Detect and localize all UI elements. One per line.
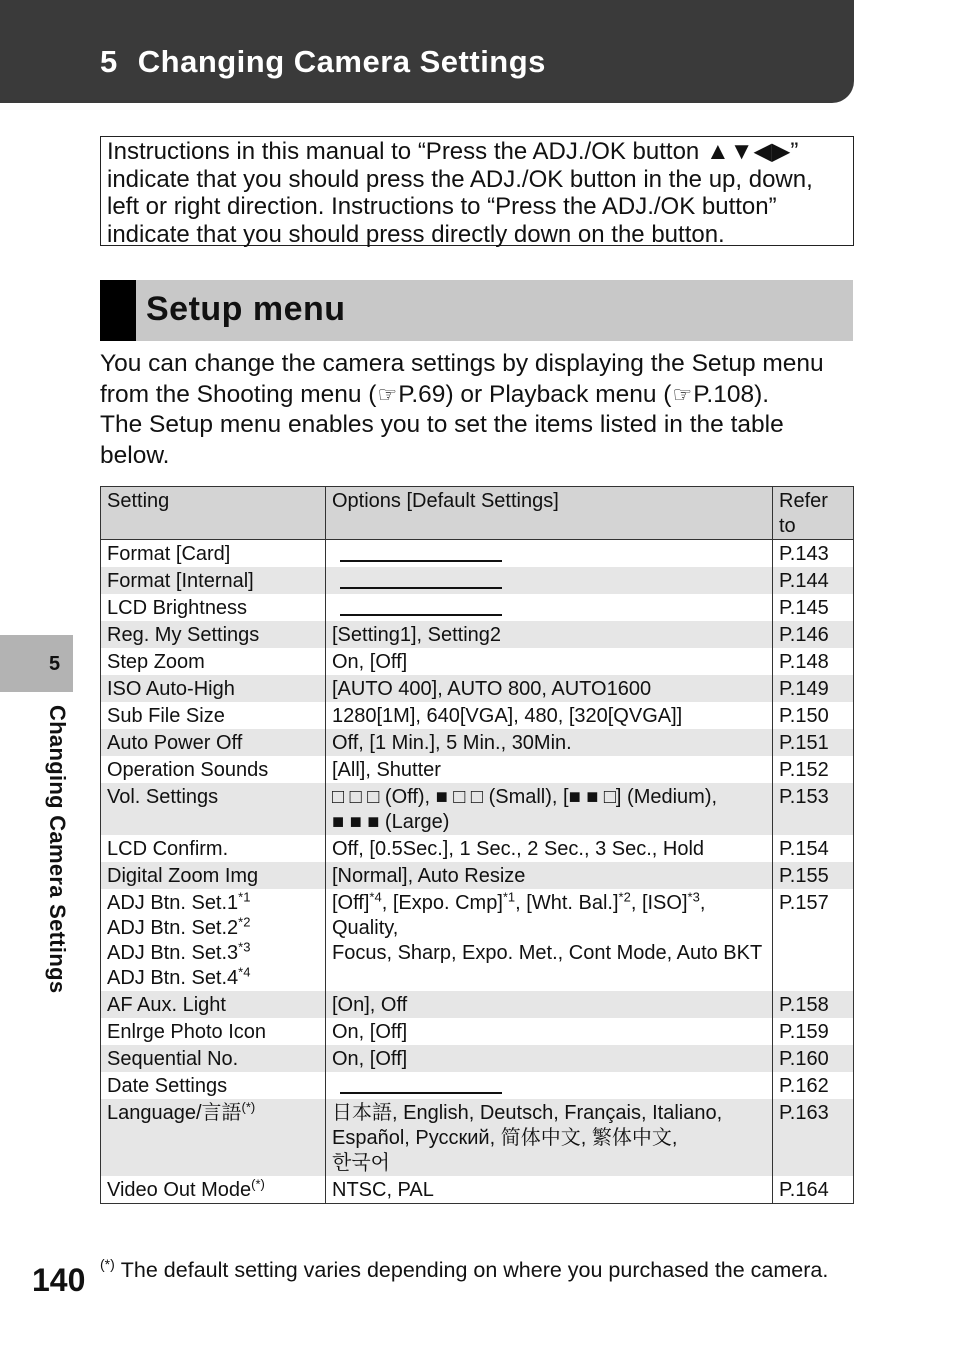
table-header-row [101, 487, 854, 540]
page-ref-cell: P.146 [773, 621, 854, 648]
options-cell: Off, [1 Min.], 5 Min., 30Min. [326, 729, 773, 756]
setting-cell: Vol. Settings [101, 783, 326, 835]
options-cell [326, 889, 773, 991]
page-ref-cell: P.162 [773, 1072, 854, 1099]
setting-cell: ISO Auto-High [101, 675, 326, 702]
footnote-marker: *1 [238, 889, 251, 905]
options-cell: On, [Off] [326, 648, 773, 675]
options-cell [326, 783, 773, 835]
chapter-title-text: Changing Camera Settings [137, 44, 546, 79]
options-cell: [All], Shutter [326, 756, 773, 783]
setting-cell: Format [Card] [101, 540, 326, 568]
table-row [101, 991, 854, 1018]
page-ref-cell: P.149 [773, 675, 854, 702]
shooting-menu-ref[interactable]: P.69 [398, 380, 446, 408]
table-row [101, 862, 854, 889]
option-text: , Quality, [332, 892, 706, 939]
footnote [100, 1255, 829, 1283]
setting-cell: Auto Power Off [101, 729, 326, 756]
table-row [101, 889, 854, 991]
setting-cell: Date Settings [101, 1072, 326, 1099]
setting-cell: Sub File Size [101, 702, 326, 729]
page-ref-cell: P.160 [773, 1045, 854, 1072]
table-row [101, 567, 854, 594]
table-row [101, 648, 854, 675]
page-ref-cell: P.143 [773, 540, 854, 568]
intro-text: ). [754, 380, 770, 408]
setting-cell: LCD Confirm. [101, 835, 326, 862]
page-reference-icon: ☞ [377, 381, 398, 407]
no-options-line [340, 614, 502, 616]
setting-text: ADJ Btn. Set.1 [107, 892, 239, 914]
option-text: , [Wht. Bal.] [515, 892, 619, 914]
footnote-marker: *3 [238, 939, 251, 955]
table-row [101, 594, 854, 621]
intro-line [100, 380, 860, 411]
setting-cell: LCD Brightness [101, 594, 326, 621]
setting-cell [101, 889, 326, 991]
intro-line: below. [100, 441, 170, 469]
page-ref-cell: P.157 [773, 889, 854, 991]
setting-line [107, 966, 319, 991]
intro-paragraph [100, 349, 860, 471]
setting-line [107, 891, 319, 916]
page-ref-cell: P.145 [773, 594, 854, 621]
option-text: [Off] [332, 892, 370, 914]
no-options-line [340, 1092, 502, 1094]
section-header [100, 280, 853, 341]
page-ref-cell: P.151 [773, 729, 854, 756]
options-line: □ □ □ (Off), ■ □ □ (Small), [■ ■ □] (Medium), [332, 786, 718, 808]
page-ref-cell: P.148 [773, 648, 854, 675]
options-cell: NTSC, PAL [326, 1176, 773, 1204]
page-reference-icon: ☞ [672, 381, 693, 407]
page-ref-cell: P.164 [773, 1176, 854, 1204]
setting-text: ADJ Btn. Set.2 [107, 917, 239, 939]
footnote-marker: (*) [241, 1099, 256, 1115]
footnote-marker: *4 [369, 889, 382, 905]
table-row [101, 835, 854, 862]
table-row [101, 729, 854, 756]
footnote-marker: *2 [238, 914, 251, 930]
no-options-line [340, 560, 502, 562]
setting-cell: Reg. My Settings [101, 621, 326, 648]
option-text: , [ISO] [630, 892, 688, 914]
options-cell: [AUTO 400], AUTO 800, AUTO1600 [326, 675, 773, 702]
footnote-mark: (*) [100, 1255, 115, 1272]
section-marker [100, 280, 136, 341]
setting-cell: Digital Zoom Img [101, 862, 326, 889]
options-line: Español, Русский, 简体中文, 繁体中文, [332, 1127, 678, 1149]
page-ref-cell: P.144 [773, 567, 854, 594]
page-number: 140 [32, 1262, 86, 1298]
options-line: ■ ■ ■ (Large) [332, 811, 450, 833]
side-chapter-title: Changing Camera Settings [45, 705, 70, 994]
setting-cell [101, 1099, 326, 1176]
footnote-marker: *2 [618, 889, 631, 905]
setting-text: Language/言語 [107, 1102, 242, 1124]
table-row [101, 1072, 854, 1099]
setting-line [107, 941, 319, 966]
table-row [101, 1018, 854, 1045]
header-setting: Setting [101, 487, 326, 540]
instruction-box [100, 136, 854, 246]
intro-line: You can change the camera settings by displaying the Setup menu [100, 350, 824, 377]
options-line [332, 891, 766, 941]
setting-cell [101, 1176, 326, 1204]
options-cell [326, 540, 773, 568]
setting-text: ADJ Btn. Set.4 [107, 967, 239, 989]
options-line: Focus, Sharp, Expo. Met., Cont Mode, Auto BKT [332, 942, 763, 964]
header-refer-to: Refer to [773, 487, 854, 540]
setting-cell: Enlrge Photo Icon [101, 1018, 326, 1045]
chapter-header [0, 0, 854, 103]
setup-menu-table [100, 486, 854, 1204]
setting-cell: Sequential No. [101, 1045, 326, 1072]
header-options: Options [Default Settings] [326, 487, 773, 540]
page-ref-cell: P.158 [773, 991, 854, 1018]
footnote-marker: *3 [687, 889, 700, 905]
options-cell [326, 1072, 773, 1099]
side-tab-number: 5 [49, 653, 61, 675]
footnote-marker: *4 [238, 964, 251, 980]
setting-text: Video Out Mode [107, 1179, 252, 1201]
setting-cell: AF Aux. Light [101, 991, 326, 1018]
page-ref-cell: P.150 [773, 702, 854, 729]
table-row [101, 675, 854, 702]
options-cell: [Setting1], Setting2 [326, 621, 773, 648]
instruction-line: indicate that you should press directly down on the button. [107, 220, 725, 248]
page-ref-cell: P.153 [773, 783, 854, 835]
options-cell: 1280[1M], 640[VGA], 480, [320[QVGA]] [326, 702, 773, 729]
intro-line: The Setup menu enables you to set the items listed in the table [100, 411, 784, 438]
page-ref-cell: P.163 [773, 1099, 854, 1176]
table-row [101, 783, 854, 835]
options-cell [326, 1099, 773, 1176]
table-row [101, 540, 854, 568]
table-row [101, 621, 854, 648]
options-cell: On, [Off] [326, 1045, 773, 1072]
instruction-line: indicate that you should press the ADJ./OK button in the up, down, [107, 165, 813, 193]
footnote-marker: (*) [251, 1176, 265, 1192]
page-ref-cell: P.159 [773, 1018, 854, 1045]
intro-text: ) or Playback menu ( [445, 380, 672, 408]
options-line: 日本語, English, Deutsch, Français, Italiano, [332, 1102, 723, 1124]
footnote-marker: *1 [502, 889, 516, 905]
options-line: 한국어 [332, 1152, 390, 1174]
instruction-line: left or right direction. Instructions to “Press the ADJ./OK button” [107, 193, 777, 220]
section-title: Setup menu [146, 290, 346, 328]
options-cell: On, [Off] [326, 1018, 773, 1045]
table-row [101, 1045, 854, 1072]
table-row [101, 1099, 854, 1176]
page-ref-cell: P.155 [773, 862, 854, 889]
setting-cell: Format [Internal] [101, 567, 326, 594]
options-cell: [On], Off [326, 991, 773, 1018]
options-cell [326, 567, 773, 594]
chapter-side-tab [0, 635, 73, 692]
options-cell: Off, [0.5Sec.], 1 Sec., 2 Sec., 3 Sec., Hold [326, 835, 773, 862]
footnote-text: The default setting varies depending on where you purchased the camera. [120, 1258, 829, 1282]
instruction-line: Instructions in this manual to “Press the ADJ./OK button ▲▼◀▶” [107, 138, 799, 165]
intro-text: from the Shooting menu ( [100, 380, 377, 408]
table-row [101, 1176, 854, 1204]
table-row [101, 702, 854, 729]
no-options-line [340, 587, 502, 589]
setting-cell: Operation Sounds [101, 756, 326, 783]
options-cell: [Normal], Auto Resize [326, 862, 773, 889]
option-text: , [Expo. Cmp] [381, 892, 503, 914]
options-cell [326, 594, 773, 621]
chapter-title [100, 44, 546, 80]
setting-line [107, 916, 319, 941]
chapter-number: 5 [100, 44, 118, 79]
page-ref-cell: P.152 [773, 756, 854, 783]
setting-text: ADJ Btn. Set.3 [107, 942, 239, 964]
playback-menu-ref[interactable]: P.108 [693, 380, 755, 408]
page-ref-cell: P.154 [773, 835, 854, 862]
setting-cell: Step Zoom [101, 648, 326, 675]
table-row [101, 756, 854, 783]
